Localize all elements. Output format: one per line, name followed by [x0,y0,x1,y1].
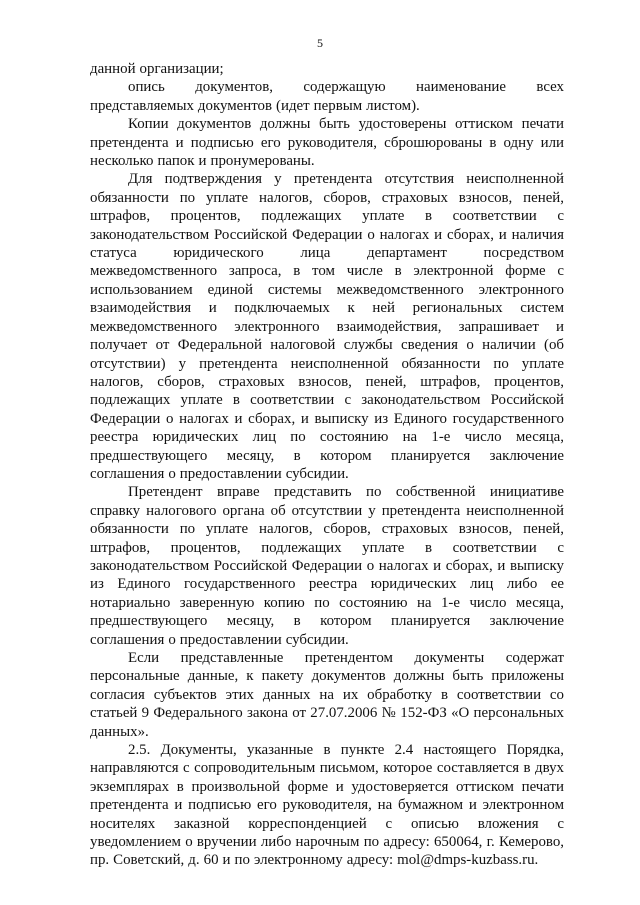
paragraph-inventory-list-item: опись документов, содержащую наименование всех представляемых документов (идет первым листом). [90,79,564,114]
paragraph-copies-certification: Копии документов должны быть удостоверены оттиском печати претендента и подписью его руководителя, сброшюрованы в одну или несколько папок и пронумерованы. [90,116,564,170]
page-number: 5 [317,36,323,50]
paragraph-tax-verification: Для подтверждения у претендента отсутствия неисполненной обязанности по уплате налогов, сборов, страховых взносов, пеней, штрафов, процентов, подлежащих уплате в соответствии с законодательством Российской Федерации о налогах и сборах, и наличия статуса юридического лица департамент посредством межведомственного запроса, в том числе в электронной форме с использованием единой системы межведомственного электронного взаимодействия и подключаемых к ней региональных систем межведомственного электронного взаимодействия, запрашивает и получает от Федеральной налоговой службы сведения о наличии (об отсутствии) у претендента неисполненной обязанности по уплате налогов, сборов, страховых взносов, пеней, штрафов, процентов, подлежащих уплате в соответствии с законодательством Российской Федерации о налогах и сборах, и выписку из Единого государственного реестра юридических лиц по состоянию на 1-е число месяца, предшествующего месяцу, в котором планируется заключение соглашения о предоставлении субсидии. [90,171,564,482]
document-body [90,60,564,870]
paragraph-organization-continuation: данной организации; [90,61,224,77]
paragraph-section-2-5: 2.5. Документы, указанные в пункте 2.4 настоящего Порядка, направляются с сопроводительным письмом, которое составляется в двух экземплярах в произвольной форме и удостоверяется оттиском печати претендента и подписью его руководителя, на бумажном и электронном носителях заказной корреспонденцией с описью вложения с уведомлением о вручении либо нарочным по адресу: 650064, г. Кемерово, пр. Советский, д. 60 и по электронному адресу: mol@dmps-kuzbass.ru. [90,742,564,869]
paragraph-personal-data-consent: Если представленные претендентом документы содержат персональные данные, к пакету документов должны быть приложены согласия субъектов этих данных на их обработку в соответствии со статьей 9 Федерального закона от 27.07.2006 № 152-ФЗ «О персональных данных». [90,650,564,740]
paragraph-applicant-initiative: Претендент вправе представить по собственной инициативе справку налогового органа об отсутствии у претендента неисполненной обязанности по уплате налогов, сборов, страховых взносов, пеней, штрафов, процентов, подлежащих уплате в соответствии с законодательством Российской Федерации о налогах и сборах, и выписку из Единого государственного реестра юридических лиц либо ее нотариально заверенную копию по состоянию на 1-е число месяца, предшествующего месяцу, в котором планируется заключение соглашения о предоставлении субсидии. [90,484,564,648]
